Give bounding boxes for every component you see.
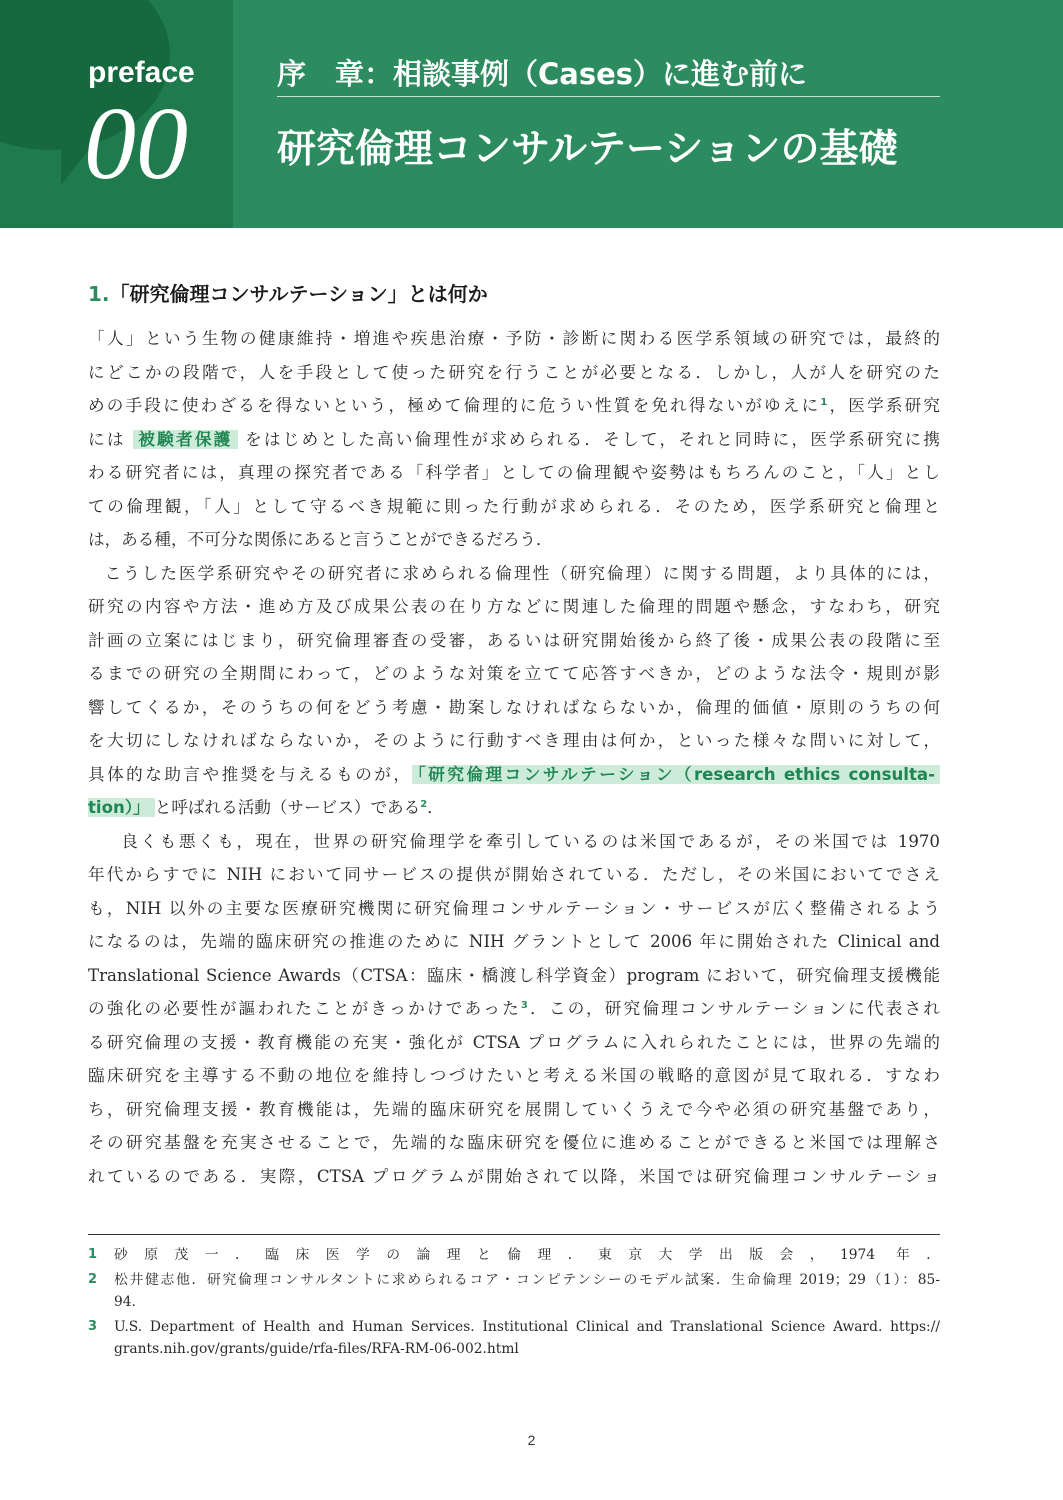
- section-heading: [88, 278, 488, 307]
- text-line: [88, 791, 940, 825]
- text-run: ．この，研究倫理コンサルテーションに代表され: [527, 999, 940, 1018]
- footnote-1: [88, 1244, 940, 1267]
- text-line: 臨床研究を主導する不動の地位を維持しつづけたいと考える米国の戦略的意図が見て取れる．すなわ: [88, 1066, 940, 1085]
- text-run: めの手段に使わざるを得ないという，極めて倫理的に危うい性質を免れ得ないがゆえに: [88, 396, 821, 415]
- text-line: 年代からすでに NIH において同サービスの提供が開始されている．ただし，その米国においてでさえ: [88, 865, 940, 884]
- text-run: をはじめとした高い倫理性が求められる．そして，それと同時に，医学系研究に携: [245, 429, 941, 449]
- text-line: 計画の立案にはじまり，研究倫理審査の受審，あるいは研究開始後から終了後・成果公表の段階に至: [88, 630, 940, 650]
- footnote-number: 3: [88, 1318, 98, 1334]
- text-line: 研究の内容や方法・進め方及び成果公表の在り方などに関連した倫理的問題や懸念，すなわち，研究: [88, 597, 940, 616]
- footnote-text: U.S. Department of Health and Human Services. Institutional Clinical and Translational Science Award. https://: [114, 1318, 940, 1335]
- footnote-2: [88, 1269, 940, 1314]
- text-line: ち，研究倫理支援・教育機能は，先端的臨床研究を展開していくうえで今や必須の研究基盤であり，: [88, 1099, 940, 1119]
- chapter-subtitle: 序 章：相談事例（Cases）に進む前に: [277, 57, 808, 91]
- text-line: になるのは，先端的臨床研究の推進のために NIH グラントとして 2006 年に開始された Clinical and: [88, 932, 941, 951]
- text-line: [88, 423, 940, 457]
- text-line: [88, 992, 940, 1026]
- text-line: を大切にしなければならないか，そのように行動すべき理由は何か，といった様々な問いに対して，: [88, 731, 940, 750]
- text-line: Translational Science Awards（CTSA：臨床・橋渡し科学資金）program において，研究倫理支援機能: [88, 965, 940, 985]
- preface-label: preface: [88, 56, 195, 89]
- highlighted-term: 「研究倫理コンサルテーション（research ethics consulta-: [412, 765, 940, 784]
- paragraph-3: [88, 825, 940, 1194]
- footnote-text: 94.: [114, 1294, 136, 1310]
- section-number: 1.: [88, 282, 110, 306]
- footnote-ref-2[interactable]: 2: [420, 799, 428, 810]
- text-line: こうした医学系研究やその研究者に求められる倫理性（研究倫理）に関する問題，より具体的には，: [104, 563, 940, 583]
- text-run: 具体的な助言や推奨を与えるものが，: [88, 764, 413, 784]
- text-line: 「人」という生物の健康維持・増進や疾患治療・予防・診断に関わる医学系領域の研究では，最終的: [88, 329, 940, 348]
- text-run: ．: [427, 798, 444, 817]
- page-number: 2: [527, 1432, 536, 1448]
- highlighted-term: tion）」: [88, 798, 155, 817]
- footnote-ref-3[interactable]: 3: [520, 1000, 528, 1011]
- text-line: その研究基盤を充実させることで，先端的な臨床研究を優位に進めることができると米国では理解さ: [88, 1133, 940, 1152]
- footnote-divider: [88, 1234, 940, 1235]
- footnote-ref-1[interactable]: 1: [820, 397, 828, 408]
- paragraph-2: [88, 557, 940, 825]
- body-text: [88, 322, 940, 1193]
- text-line: れているのである．実際，CTSA プログラムが開始されて以降，米国では研究倫理コンサルテーショ: [88, 1166, 940, 1186]
- text-line: [88, 389, 940, 423]
- footnote-number: 1: [88, 1247, 98, 1262]
- chapter-title: 研究倫理コンサルテーションの基礎: [277, 127, 898, 172]
- highlighted-term: 被験者保護: [133, 430, 237, 449]
- section-heading-text: 「研究倫理コンサルテーション」とは何か: [109, 282, 488, 306]
- title-divider: [277, 96, 940, 97]
- footnote-3: [88, 1316, 940, 1361]
- text-line: も，NIH 以外の主要な医療研究機関に研究倫理コンサルテーション・サービスが広く整備されるよう: [88, 898, 940, 918]
- text-line: ての倫理観，「人」として守るべき規範に則った行動が求められる．そのため，医学系研究と倫理と: [88, 496, 940, 516]
- text-line: わる研究者には，真理の探究者である「科学者」としての倫理観や姿勢はもちろんのこと，「人」とし: [88, 463, 940, 482]
- chapter-header: [0, 0, 1063, 228]
- text-run: には: [88, 429, 126, 449]
- text-line: るまでの研究の全期間にわって，どのような対策を立てて応答すべきか，どのような法令・規則が影: [88, 664, 940, 683]
- paragraph-1: [88, 322, 940, 557]
- text-line: る研究倫理の支援・教育機能の充実・強化が CTSA プログラムに入れられたことには，世界の先端的: [88, 1032, 940, 1052]
- text-run: と呼ばれる活動（サービス）である: [154, 798, 421, 817]
- text-run: の強化の必要性が謳われたことがきっかけであった: [88, 999, 521, 1018]
- text-run: ，医学系研究: [827, 396, 940, 415]
- text-line: 響してくるか，そのうちの何をどう考慮・勘案しなければならないか，倫理的価値・原則のうちの何: [88, 697, 940, 717]
- footnote-number: 2: [88, 1271, 98, 1287]
- footnotes: [88, 1244, 940, 1363]
- text-line: は，ある種，不可分な関係にあると言うことができるだろう．: [88, 530, 553, 549]
- footnote-link[interactable]: grants.nih.gov/grants/guide/rfa-files/RFA-RM-06-002.html: [114, 1341, 519, 1357]
- text-line: [88, 758, 940, 792]
- preface-number: 00: [84, 86, 188, 201]
- text-line: にどこかの段階で，人を手段として使った研究を行うことが必要となる．しかし，人が人を研究のた: [88, 362, 940, 382]
- text-line: 良くも悪くも，現在，世界の研究倫理学を牽引しているのは米国であるが，その米国では 1970: [121, 831, 940, 851]
- footnote-text: 松井健志他．研究倫理コンサルタントに求められるコア・コンピテンシーのモデル試案．生命倫理 2019；29（1）：85-: [114, 1271, 940, 1288]
- footnote-text: 砂原茂一．臨床医学の論理と倫理．東京大学出版会，1974 年．: [114, 1247, 940, 1263]
